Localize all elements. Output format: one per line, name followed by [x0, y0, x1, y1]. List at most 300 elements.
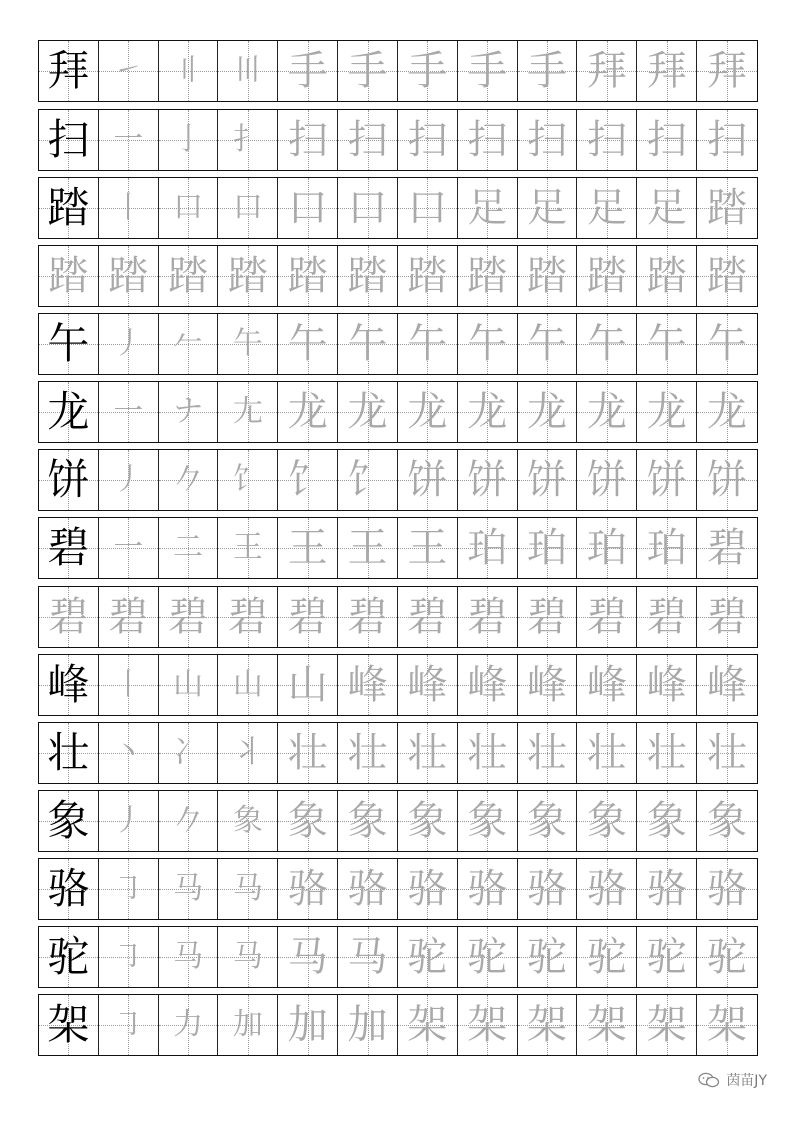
trace-character: 踏: [586, 253, 627, 299]
trace-character: 午: [347, 321, 388, 367]
trace-character: 壮: [467, 730, 508, 776]
practice-cell: [518, 41, 578, 101]
trace-character: 饼: [467, 457, 508, 503]
practice-cell: [278, 382, 338, 442]
trace-character: 丨: [113, 190, 144, 225]
practice-row: [38, 245, 758, 307]
practice-cell: [338, 41, 398, 101]
trace-character: 足: [586, 185, 627, 231]
trace-character: 架: [586, 1002, 627, 1048]
practice-cell: [39, 246, 99, 306]
practice-cell: [39, 859, 99, 919]
practice-cell: [99, 246, 159, 306]
practice-cell: [577, 723, 637, 783]
practice-cell: [278, 41, 338, 101]
trace-character: 骆: [586, 866, 627, 912]
trace-character: 拜: [707, 48, 748, 94]
practice-cell: [697, 382, 757, 442]
practice-cell: [458, 791, 518, 851]
trace-character: 壮: [407, 730, 448, 776]
practice-cell: [338, 382, 398, 442]
trace-character: 丬: [232, 735, 263, 770]
practice-cell: [99, 382, 159, 442]
practice-cell: [278, 995, 338, 1055]
trace-character: 午: [407, 321, 448, 367]
practice-cell: [398, 518, 458, 578]
practice-cell: [39, 927, 99, 987]
practice-cell: [637, 314, 697, 374]
practice-cell: [338, 927, 398, 987]
trace-character: 马: [232, 939, 263, 974]
model-character: 扫: [47, 115, 90, 164]
practice-cell: [338, 518, 398, 578]
trace-character: 龙: [707, 389, 748, 435]
practice-cell: [39, 110, 99, 170]
practice-cell: [338, 110, 398, 170]
trace-character: 饼: [407, 457, 448, 503]
trace-character: 山: [287, 662, 328, 708]
practice-cell: [697, 995, 757, 1055]
practice-cell: [218, 314, 278, 374]
trace-character: 象: [467, 798, 508, 844]
practice-cell: [159, 723, 219, 783]
practice-cell: [99, 859, 159, 919]
trace-character: 碧: [227, 594, 268, 640]
trace-character: 王: [347, 525, 388, 571]
trace-character: 驼: [586, 934, 627, 980]
practice-cell: [338, 314, 398, 374]
practice-cell: [338, 587, 398, 647]
trace-character: 踏: [168, 253, 209, 299]
trace-character: 壮: [707, 730, 748, 776]
practice-cell: [159, 995, 219, 1055]
practice-cell: [218, 995, 278, 1055]
trace-character: 碧: [527, 594, 568, 640]
practice-cell: [218, 723, 278, 783]
practice-cell: [458, 655, 518, 715]
practice-cell: [159, 791, 219, 851]
practice-cell: [398, 110, 458, 170]
trace-character: 壮: [287, 730, 328, 776]
trace-character: 峰: [707, 662, 748, 708]
practice-cell: [39, 655, 99, 715]
trace-character: 珀: [527, 525, 568, 571]
trace-character: 壮: [586, 730, 627, 776]
trace-character: 〣: [232, 53, 263, 88]
practice-cell: [637, 178, 697, 238]
practice-cell: [637, 41, 697, 101]
trace-character: 口: [407, 185, 448, 231]
trace-character: 午: [527, 321, 568, 367]
practice-cell: [577, 518, 637, 578]
practice-cell: [398, 655, 458, 715]
practice-cell: [278, 587, 338, 647]
model-character: 象: [47, 796, 90, 845]
trace-character: 一: [113, 122, 144, 157]
practice-cell: [518, 791, 578, 851]
trace-character: 扫: [467, 117, 508, 163]
practice-cell: [99, 587, 159, 647]
practice-cell: [218, 587, 278, 647]
practice-cell: [697, 927, 757, 987]
trace-character: 珀: [646, 525, 687, 571]
trace-character: 壮: [527, 730, 568, 776]
trace-character: 驼: [707, 934, 748, 980]
practice-cell: [99, 450, 159, 510]
practice-cell: [218, 655, 278, 715]
trace-character: 踏: [646, 253, 687, 299]
practice-cell: [697, 723, 757, 783]
trace-character: 驼: [646, 934, 687, 980]
model-character: 峰: [47, 660, 90, 709]
trace-character: 马: [173, 871, 204, 906]
trace-character: 龙: [347, 389, 388, 435]
trace-character: 象: [586, 798, 627, 844]
practice-cell: [518, 314, 578, 374]
trace-character: 加: [347, 1002, 388, 1048]
practice-cell: [278, 178, 338, 238]
practice-cell: [39, 723, 99, 783]
trace-character: 峰: [467, 662, 508, 708]
practice-cell: [218, 450, 278, 510]
practice-cell: [398, 382, 458, 442]
practice-cell: [577, 927, 637, 987]
practice-cell: [577, 178, 637, 238]
practice-cell: [99, 655, 159, 715]
trace-character: 𠂊: [173, 462, 204, 497]
trace-character: ㇆: [113, 871, 144, 906]
practice-cell: [99, 995, 159, 1055]
practice-cell: [518, 246, 578, 306]
trace-character: 踏: [227, 253, 268, 299]
practice-cell: [458, 995, 518, 1055]
practice-cell: [218, 518, 278, 578]
practice-cell: [278, 314, 338, 374]
practice-cell: [577, 41, 637, 101]
trace-character: 午: [287, 321, 328, 367]
trace-character: 午: [586, 321, 627, 367]
trace-character: 碧: [347, 594, 388, 640]
practice-cell: [39, 178, 99, 238]
practice-cell: [398, 927, 458, 987]
practice-cell: [278, 655, 338, 715]
practice-cell: [218, 41, 278, 101]
practice-cell: [99, 110, 159, 170]
wechat-icon: [698, 1072, 720, 1088]
practice-cell: [398, 450, 458, 510]
practice-cell: [577, 314, 637, 374]
practice-cell: [518, 655, 578, 715]
practice-cell: [39, 41, 99, 101]
trace-character: 口: [287, 185, 328, 231]
practice-cell: [458, 450, 518, 510]
trace-character: 珀: [586, 525, 627, 571]
practice-cell: [39, 587, 99, 647]
trace-character: 象: [646, 798, 687, 844]
practice-cell: [99, 723, 159, 783]
trace-character: 龙: [646, 389, 687, 435]
trace-character: 架: [646, 1002, 687, 1048]
practice-cell: [39, 791, 99, 851]
trace-character: 架: [467, 1002, 508, 1048]
practice-cell: [697, 791, 757, 851]
practice-cell: [458, 518, 518, 578]
trace-character: 象: [287, 798, 328, 844]
trace-character: 踏: [707, 253, 748, 299]
model-character: 壮: [47, 728, 90, 777]
practice-cell: [218, 110, 278, 170]
practice-cell: [218, 382, 278, 442]
practice-cell: [398, 178, 458, 238]
trace-character: 午: [707, 321, 748, 367]
trace-character: 尢: [232, 394, 263, 429]
practice-cell: [218, 859, 278, 919]
trace-character: 架: [527, 1002, 568, 1048]
practice-cell: [159, 246, 219, 306]
practice-cell: [398, 723, 458, 783]
practice-cell: [697, 859, 757, 919]
model-character: 饼: [47, 455, 90, 504]
trace-character: 王: [407, 525, 448, 571]
practice-cell: [39, 450, 99, 510]
practice-cell: [697, 314, 757, 374]
practice-cell: [577, 587, 637, 647]
practice-cell: [398, 995, 458, 1055]
practice-cell: [278, 518, 338, 578]
trace-character: 手: [287, 48, 328, 94]
trace-character: 踏: [287, 253, 328, 299]
practice-cell: [458, 927, 518, 987]
watermark: [698, 1070, 767, 1090]
trace-character: 二: [173, 530, 204, 565]
trace-character: 口: [173, 190, 204, 225]
practice-row: [38, 858, 758, 920]
trace-character: 碧: [707, 594, 748, 640]
trace-character: 口: [232, 190, 263, 225]
practice-cell: [637, 382, 697, 442]
practice-cell: [338, 246, 398, 306]
practice-cell: [39, 382, 99, 442]
practice-row: [38, 449, 758, 511]
trace-character: 扫: [707, 117, 748, 163]
practice-cell: [159, 178, 219, 238]
trace-character: 踏: [48, 253, 89, 299]
trace-character: 踏: [467, 253, 508, 299]
practice-cell: [218, 246, 278, 306]
trace-character: 午: [467, 321, 508, 367]
practice-cell: [159, 314, 219, 374]
practice-cell: [338, 791, 398, 851]
practice-cell: [577, 246, 637, 306]
trace-character: 王: [287, 525, 328, 571]
practice-cell: [398, 314, 458, 374]
trace-character: 碧: [48, 594, 89, 640]
practice-row: [38, 313, 758, 375]
practice-cell: [577, 995, 637, 1055]
trace-character: 骆: [347, 866, 388, 912]
practice-cell: [518, 859, 578, 919]
trace-character: 象: [527, 798, 568, 844]
trace-character: 加: [232, 1007, 263, 1042]
trace-character: 碧: [287, 594, 328, 640]
model-character: 拜: [47, 46, 90, 95]
practice-cell: [518, 587, 578, 647]
trace-character: 饼: [586, 457, 627, 503]
practice-cell: [278, 927, 338, 987]
trace-character: 手: [407, 48, 448, 94]
trace-character: 拜: [646, 48, 687, 94]
trace-character: 午: [232, 326, 263, 361]
practice-cell: [278, 110, 338, 170]
trace-character: 踏: [527, 253, 568, 299]
practice-cell: [637, 927, 697, 987]
trace-character: 龙: [287, 389, 328, 435]
practice-cell: [278, 859, 338, 919]
practice-cell: [458, 382, 518, 442]
practice-cell: [697, 246, 757, 306]
model-character: 龙: [47, 387, 90, 436]
trace-character: 碧: [108, 594, 149, 640]
trace-character: 壮: [646, 730, 687, 776]
trace-character: 踏: [347, 253, 388, 299]
practice-row: [38, 586, 758, 648]
trace-character: 峰: [646, 662, 687, 708]
practice-cell: [637, 723, 697, 783]
trace-character: 力: [173, 1007, 204, 1042]
practice-cell: [518, 995, 578, 1055]
practice-cell: [577, 110, 637, 170]
practice-cell: [159, 859, 219, 919]
practice-cell: [99, 791, 159, 851]
practice-cell: [99, 41, 159, 101]
trace-character: 象: [407, 798, 448, 844]
practice-cell: [99, 314, 159, 374]
trace-character: 踏: [407, 253, 448, 299]
practice-cell: [159, 110, 219, 170]
practice-cell: [159, 655, 219, 715]
trace-character: 足: [527, 185, 568, 231]
trace-character: 亅: [173, 122, 204, 157]
practice-cell: [577, 859, 637, 919]
practice-cell: [518, 382, 578, 442]
practice-cell: [278, 450, 338, 510]
practice-cell: [99, 518, 159, 578]
trace-character: 扫: [646, 117, 687, 163]
trace-character: 丨: [113, 667, 144, 702]
practice-cell: [39, 995, 99, 1055]
trace-character: 饼: [707, 457, 748, 503]
trace-character: ㇆: [113, 1007, 144, 1042]
trace-character: 扫: [347, 117, 388, 163]
practice-cell: [637, 995, 697, 1055]
trace-character: 碧: [646, 594, 687, 640]
trace-character: ㇀: [113, 53, 144, 88]
practice-cell: [278, 723, 338, 783]
trace-character: 碧: [707, 525, 748, 571]
trace-character: 饼: [646, 457, 687, 503]
trace-character: 𠂉: [173, 326, 204, 361]
practice-cell: [458, 178, 518, 238]
trace-character: 骆: [646, 866, 687, 912]
trace-character: 丿: [113, 462, 144, 497]
practice-cell: [518, 178, 578, 238]
practice-cell: [697, 518, 757, 578]
practice-cell: [637, 587, 697, 647]
trace-character: 饣: [287, 457, 328, 503]
trace-character: 饼: [527, 457, 568, 503]
trace-character: 一: [113, 394, 144, 429]
practice-row: [38, 381, 758, 443]
trace-character: 手: [347, 48, 388, 94]
practice-cell: [398, 859, 458, 919]
trace-character: 山: [173, 667, 204, 702]
practice-row: [38, 654, 758, 716]
trace-character: 骆: [407, 866, 448, 912]
practice-cell: [458, 859, 518, 919]
trace-character: 碧: [168, 594, 209, 640]
practice-cell: [697, 41, 757, 101]
trace-character: 龙: [467, 389, 508, 435]
practice-cell: [398, 41, 458, 101]
trace-character: ㇆: [113, 939, 144, 974]
trace-character: 王: [232, 530, 263, 565]
trace-character: 丿: [113, 803, 144, 838]
trace-character: 骆: [467, 866, 508, 912]
trace-character: 碧: [467, 594, 508, 640]
practice-cell: [398, 587, 458, 647]
trace-character: 扫: [407, 117, 448, 163]
practice-cell: [159, 927, 219, 987]
trace-character: 加: [287, 1002, 328, 1048]
practice-cell: [159, 41, 219, 101]
practice-row: [38, 517, 758, 579]
trace-character: 驼: [407, 934, 448, 980]
practice-row: [38, 722, 758, 784]
practice-cell: [159, 450, 219, 510]
trace-character: 足: [646, 185, 687, 231]
practice-cell: [338, 450, 398, 510]
practice-cell: [99, 178, 159, 238]
practice-cell: [218, 791, 278, 851]
practice-cell: [218, 178, 278, 238]
practice-cell: [338, 723, 398, 783]
trace-character: ナ: [173, 394, 204, 429]
practice-row: [38, 40, 758, 102]
trace-character: 山: [232, 667, 263, 702]
trace-character: 马: [232, 871, 263, 906]
trace-character: 饣: [347, 457, 388, 503]
practice-cell: [159, 518, 219, 578]
practice-cell: [398, 246, 458, 306]
trace-character: 峰: [347, 662, 388, 708]
trace-character: 丶: [113, 735, 144, 770]
practice-row: [38, 109, 758, 171]
practice-cell: [338, 995, 398, 1055]
practice-cell: [697, 655, 757, 715]
trace-character: 骆: [527, 866, 568, 912]
trace-character: 架: [707, 1002, 748, 1048]
trace-character: 手: [467, 48, 508, 94]
trace-character: 峰: [527, 662, 568, 708]
practice-cell: [577, 382, 637, 442]
practice-row: [38, 926, 758, 988]
practice-cell: [697, 178, 757, 238]
practice-cell: [159, 587, 219, 647]
practice-cell: [458, 41, 518, 101]
watermark-text: 茵苗JY: [726, 1073, 767, 1089]
practice-cell: [338, 655, 398, 715]
trace-character: 峰: [407, 662, 448, 708]
